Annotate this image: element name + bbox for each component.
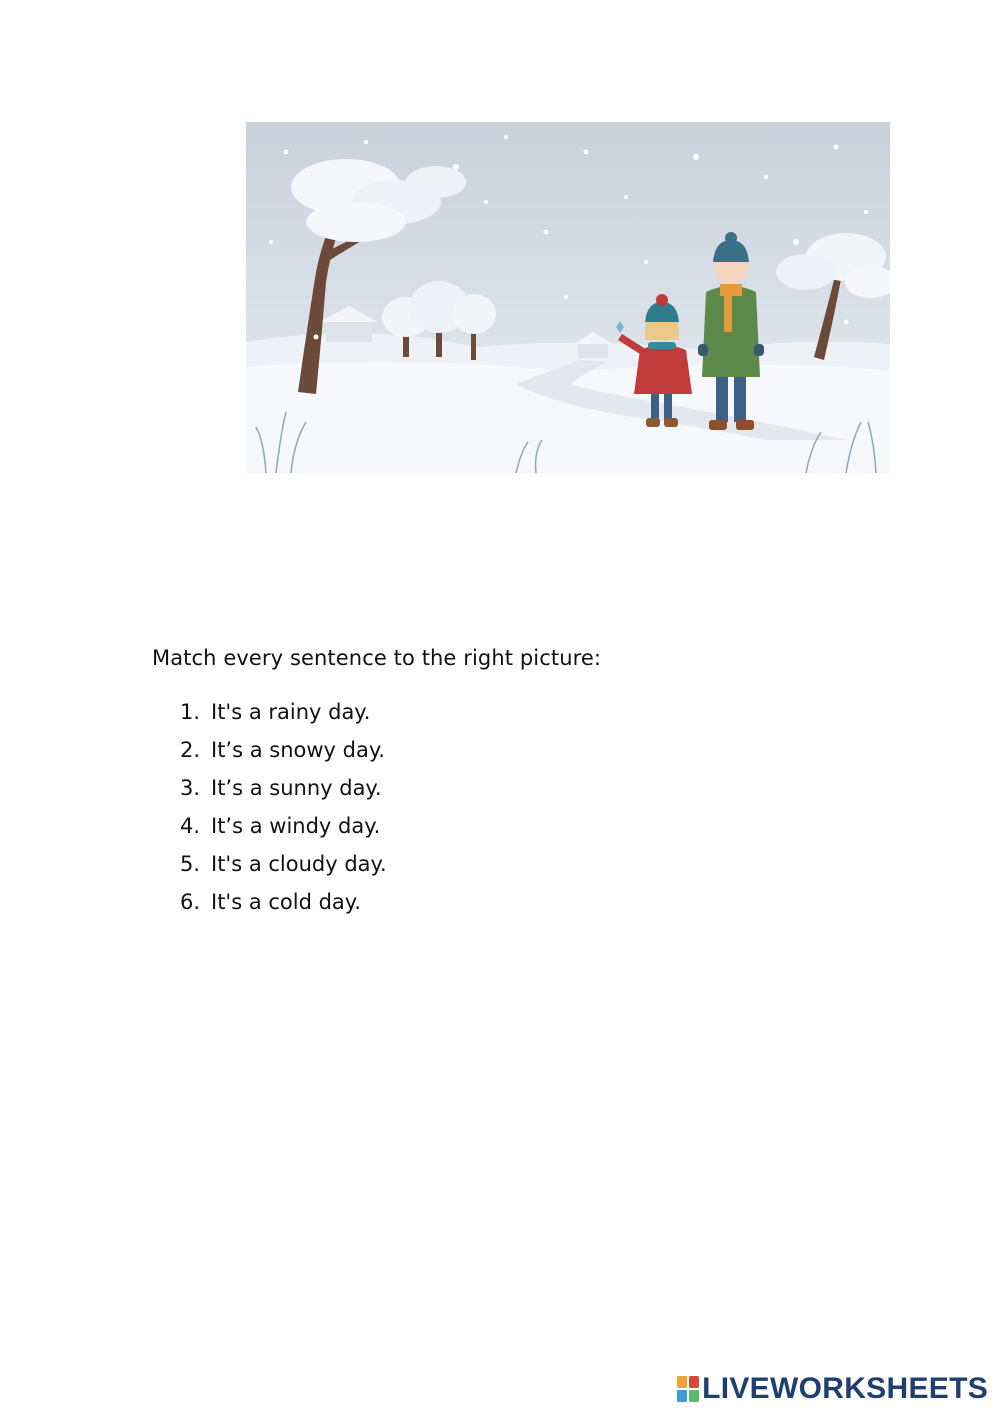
snowy-scene-illustration <box>246 122 890 473</box>
sentence-item <box>180 697 387 735</box>
sentence-number: 5. <box>180 852 201 876</box>
liveworksheets-logo-icon <box>677 1376 699 1402</box>
sentence-number: 1. <box>180 700 201 724</box>
sentence-item <box>180 735 387 773</box>
exercise-instruction: Match every sentence to the right picture: <box>152 646 602 670</box>
sentence-item <box>180 773 387 811</box>
sentence-text: It's a cold day. <box>211 890 361 914</box>
brand-text: LIVEWORKSHEETS <box>702 1372 988 1405</box>
sentence-item <box>180 811 387 849</box>
sentence-text: It’s a snowy day. <box>211 738 385 762</box>
sentence-item <box>180 887 387 925</box>
sentence-text: It's a rainy day. <box>211 700 371 724</box>
sentence-number: 3. <box>180 776 201 800</box>
sentence-number: 6. <box>180 890 201 914</box>
sentence-number: 4. <box>180 814 201 838</box>
sentence-text: It's a cloudy day. <box>211 852 387 876</box>
sentence-text: It’s a sunny day. <box>211 776 382 800</box>
sentence-number: 2. <box>180 738 201 762</box>
sentence-text: It’s a windy day. <box>211 814 381 838</box>
sentence-item <box>180 849 387 887</box>
sentence-list <box>180 697 387 925</box>
liveworksheets-brand[interactable] <box>677 1372 988 1406</box>
